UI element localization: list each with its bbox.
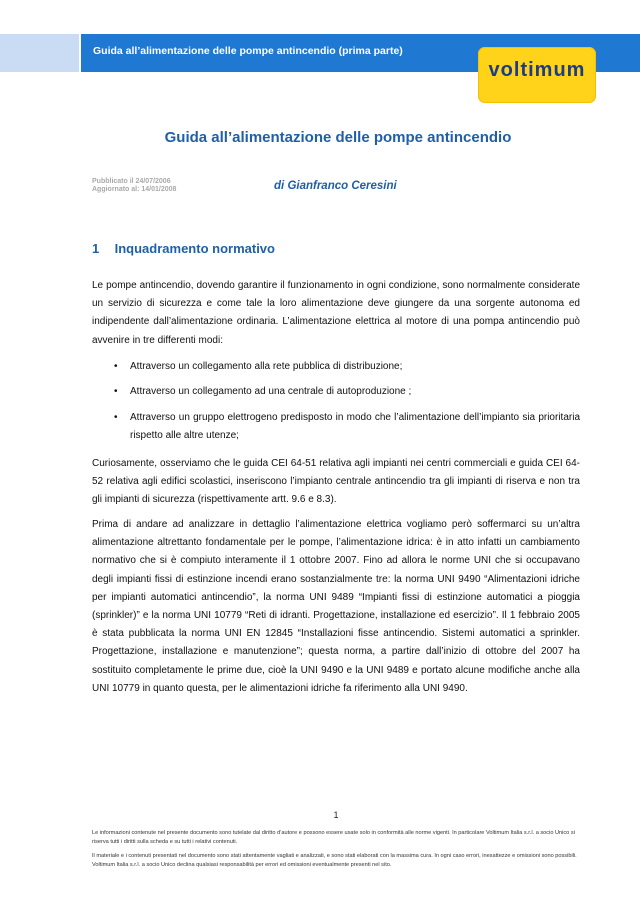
paragraph-uni: Prima di andare ad analizzare in dettaglio l’alimentazione elettrica vogliamo però soffermarci su un’altra alimentazione altrettanto fondamentale per le pompe, l’alimentazione idrica: è in atto infatti un cambiamento normativo che si è compiuto interamente il 1 ottobre 2007. Fino ad allora le norme UNI che si occupavano degli impianti fissi di estinzione incendi erano sostanzialmente tre: la norma UNI 9490 “Alimentazioni idriche per impianti automatici antincendio”, la norma UNI 9489 “Impianti fissi di estinzione automatici a pioggia (sprinkler)” e la norma UNI 10779 “Reti di idranti. Progettazione, installazione ed esercizio”. Il 1 febbraio 2005 è stata pubblicata la norma UNI EN 12845 “Installazioni fisse antincendio. Sistemi automatici a sprinkler. Progettazione, installazione e manutenzione”; questa norma, a partire dall’inizio di ottobre del 2007 ha sostituito completamente le prime due, cioè la UNI 9490 e la UNI 9489 e portato alcune modifiche anche alla UNI 10779 in quanto questa, per le alimentazioni idriche fa riferimento alla UNI 9490. <box>92 519 580 694</box>
bullet-dot: • <box>114 412 118 423</box>
list-item-text: Attraverso un collegamento alla rete pubblica di distribuzione; <box>130 361 403 372</box>
author-line <box>274 180 397 192</box>
header-title: Guida all’alimentazione delle pompe antincendio (prima parte) <box>93 45 403 57</box>
bullet-dot: • <box>114 361 118 372</box>
list-item-text: Attraverso un collegamento ad una centrale di autoproduzione ; <box>130 386 412 397</box>
voltimum-logo <box>478 47 596 103</box>
section-title: Inquadramento normativo <box>114 241 275 256</box>
author-prefix: di <box>274 180 285 192</box>
updated-date: Aggiornato al: 14/01/2008 <box>92 186 177 193</box>
footer-note-disclaimer: Il materiale e i contenuti presentati nel documento sono stati attentamente vagliati e analizzati, e sono stati elaborati con la massima cura. In ogni caso errori, inesattezze e omissioni sono possibili. Voltimum Italia s.r.l. a socio Unico declina qualsiasi responsabilità per errori ed omissioni eventualmente presenti nel sito. <box>92 853 577 868</box>
author-name: Gianfranco Ceresini <box>287 180 397 192</box>
section-heading <box>92 241 275 256</box>
paragraph-cei: Curiosamente, osserviamo che le guida CEI 64-51 relativa agli impianti nei centri commerciali e guida CEI 64-52 relativa agli edifici scolastici, inseriscono l’impianto centrale antincendio tra gli impianti di riserva e non tra gli impianti di sicurezza (rispettivamente artt. 9.6 e 8.3). <box>92 458 580 506</box>
bullet-dot: • <box>114 386 118 397</box>
page-number: 1 <box>333 810 339 820</box>
header-accent-block <box>0 34 79 72</box>
published-date: Pubblicato il 24/07/2006 <box>92 178 171 185</box>
list-item-text: Attraverso un gruppo elettrogeno predisposto in modo che l’alimentazione dell’impianto sia prioritaria rispetto alle altre utenze; <box>130 412 580 442</box>
footer-note-copyright: Le informazioni contenute nel presente documento sono tutelate dal diritto d’autore e possono essere usate solo in conformità alle norme vigenti. In particolare Voltimum Italia s.r.l. a socio Unico si riserva tutti i diritti sulla scheda e su tutti i relativi contenuti. <box>92 830 575 845</box>
document-title: Guida all’alimentazione delle pompe antincendio <box>164 129 512 146</box>
section-number: 1 <box>92 241 100 256</box>
paragraph-intro: Le pompe antincendio, dovendo garantire il funzionamento in ogni condizione, sono normalmente considerate un servizio di sicurezza e come tale la loro alimentazione deve giungere da una sorgente autonoma ed indipendente dall’alimentazione ordinaria. L’alimentazione elettrica al motore di una pompa antincendio può avvenire in tre differenti modi: <box>92 280 580 346</box>
logo-text: voltimum <box>488 59 586 81</box>
